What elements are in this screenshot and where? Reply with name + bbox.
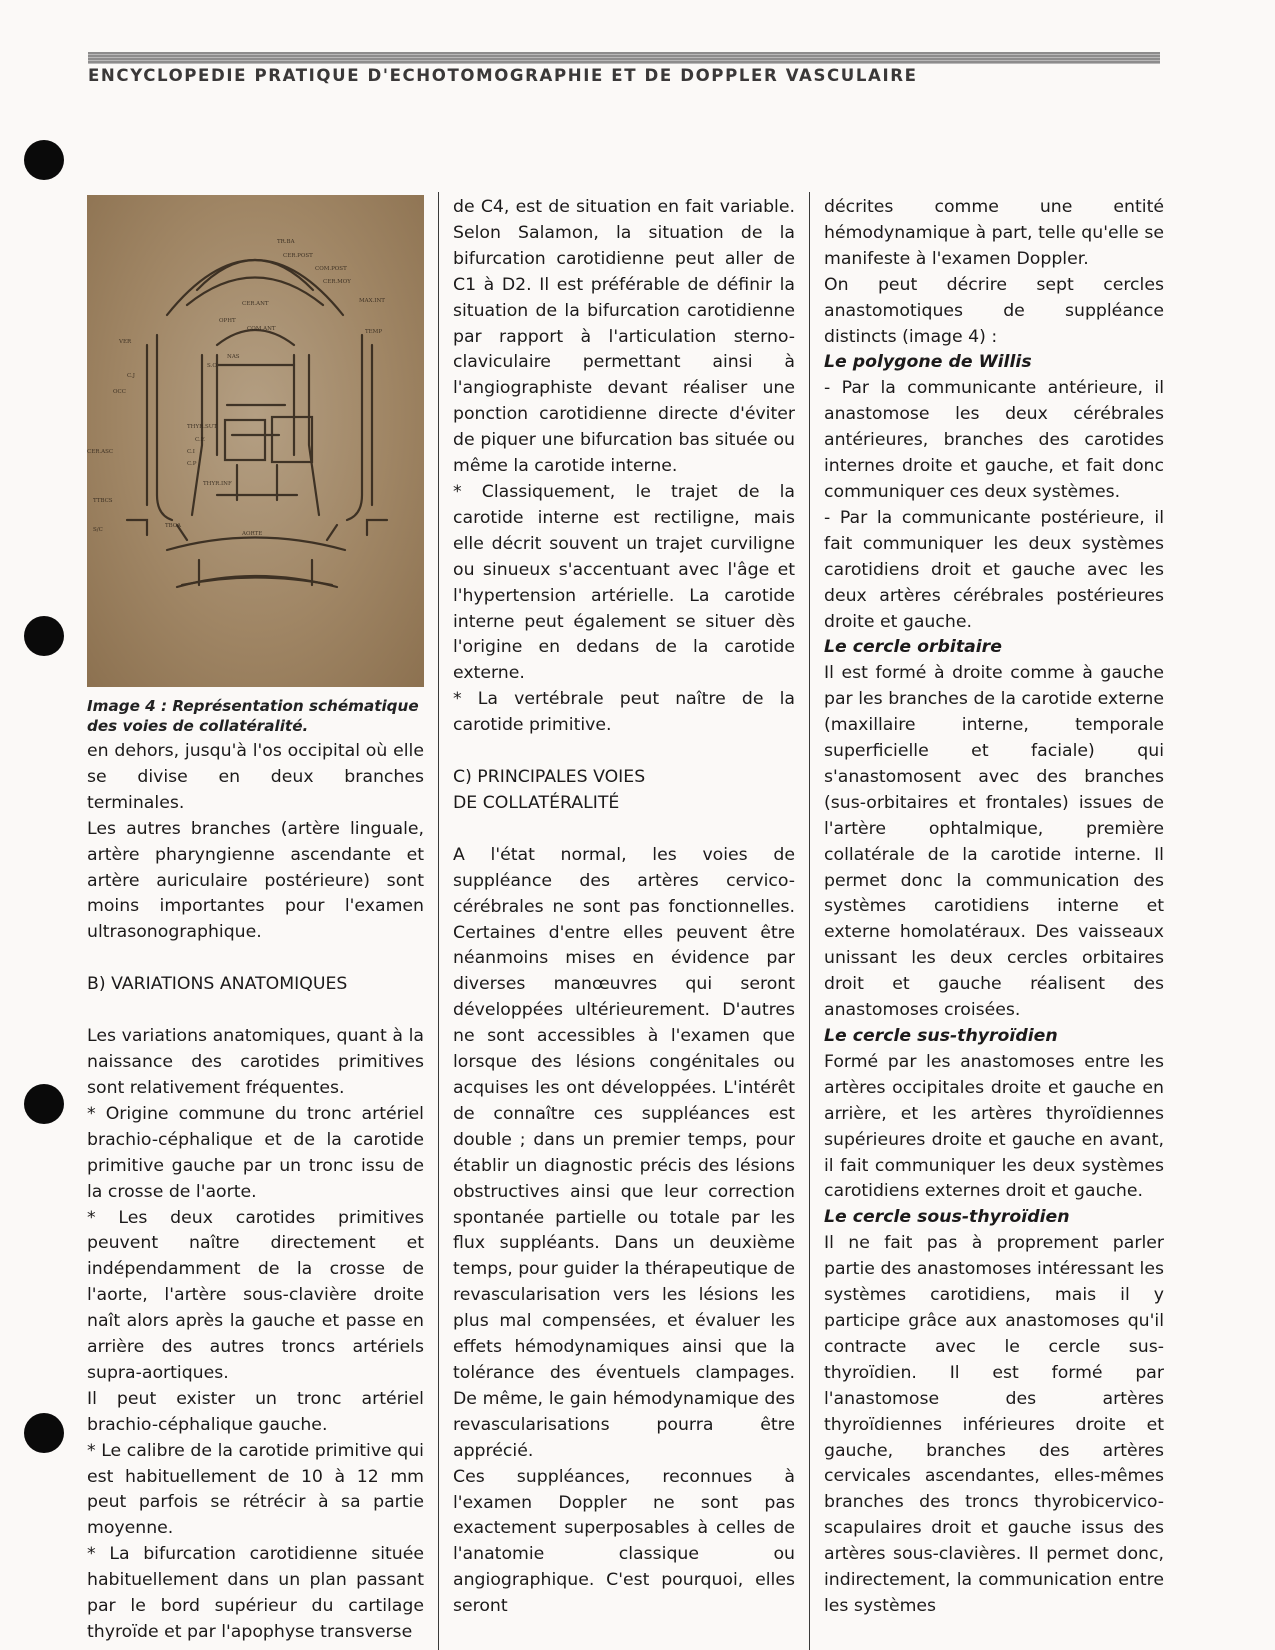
diagram-label-tbca: TBCA bbox=[165, 523, 181, 529]
column-divider-2 bbox=[809, 192, 810, 1650]
page-header-title: ENCYCLOPEDIE PRATIQUE D'ECHOTOMOGRAPHIE ET DE DOPPLER VASCULAIRE bbox=[88, 66, 918, 85]
diagram-label-aorte: AORTE bbox=[242, 531, 263, 537]
diagram-label-cj: C.J bbox=[127, 373, 135, 379]
paragraph: en dehors, jusqu'à l'os occipital où elle se divise en deux branches terminales. bbox=[87, 741, 424, 813]
paragraph: décrites comme une entité hémodynamique à part, telle qu'elle se manifeste à l'examen Doppler. bbox=[824, 197, 1164, 269]
diagram-label-thyr-sup: THYR.SUT bbox=[187, 424, 218, 430]
paragraph: Il peut exister un tronc artériel brachio-céphalique gauche. bbox=[87, 1388, 424, 1435]
collateral-diagram bbox=[87, 195, 424, 687]
column-divider-1 bbox=[438, 192, 439, 1650]
punch-hole-4 bbox=[24, 1413, 64, 1453]
subheading-sous-thyroidien: Le cercle sous-thyroïdien bbox=[824, 1207, 1070, 1228]
text-column-1 bbox=[87, 739, 424, 1646]
diagram-label-sc: S/C bbox=[93, 527, 103, 533]
text-column-2 bbox=[453, 195, 795, 1620]
paragraph: * Classiquement, le trajet de la carotide interne est rectiligne, mais elle décrit souvent un trajet curviligne ou sinueux s'accentuant avec l'âge et l'hypertension artérielle. La carotide interne peut également se situer dès l'origine en dedans de la carotide externe. bbox=[453, 481, 795, 684]
punch-hole-3 bbox=[24, 1084, 64, 1124]
subheading-orbitaire: Le cercle orbitaire bbox=[824, 637, 1002, 658]
diagram-label-cer-post: CER.POST bbox=[283, 253, 313, 259]
diagram-label-opht: OPHT bbox=[219, 318, 236, 324]
diagram-label-cer-ant: CER.ANT bbox=[242, 301, 269, 307]
diagram-label-cer-asc: CER.ASC bbox=[87, 449, 114, 455]
diagram-label-ver: VER bbox=[119, 339, 132, 345]
paragraph: * Le calibre de la carotide primitive qui est habituellement de 10 à 12 mm peut parfois se rétrécir à sa partie moyenne. bbox=[87, 1440, 424, 1539]
punch-hole-2 bbox=[24, 616, 64, 656]
paragraph: A l'état normal, les voies de suppléance des artères cervico-cérébrales ne sont pas fonctionnelles. Certaines d'entre elles peuvent être néanmoins mises en évidence par diverses manœuvres qui seront développées ultérieurement. D'autres ne sont accessibles à l'examen que lorsque des lésions congénitales ou acquises les ont développées. L'intérêt de connaître ces suppléances est double ; dans un premier temps, pour établir un diagnostic précis des lésions obstructives ainsi que leur correction spontanée partielle ou totale par les flux suppléants. Dans un deuxième temps, pour guider la thérapeutique de revascularisation vers les lésions les plus mal compensées, et évaluer les effets hémodynamiques ainsi que la tolérance des éventuels clampages. De même, le gain hémodynamique des revascularisations pourra être apprécié. bbox=[453, 844, 795, 1461]
diagram-label-com-post: COM.POST bbox=[315, 266, 347, 272]
paragraph: Les autres branches (artère linguale, artère pharyngienne ascendante et artère auriculaire postérieure) sont moins importantes pour l'examen ultrasonographique. bbox=[87, 818, 424, 943]
diagram-label-tr-ba: TR.BA bbox=[277, 239, 295, 245]
paragraph: Il ne fait pas à proprement parler partie des anastomoses intéressant les systèmes carotidiens, mais il y participe grâce aux anastomoses qu'il contracte avec le cercle sus-thyroïdien. Il est formé par l'anastomose des artères thyroïdiennes inférieures droite et gauche, branches des artères cervicales ascendantes, elles-mêmes branches des troncs thyrobicervico-scapulaires droit et gauche issus des artères sous-clavières. Il permet donc, indirectement, la communication entre les systèmes bbox=[824, 1233, 1164, 1616]
paragraph: Les variations anatomiques, quant à la naissance des carotides primitives sont relativement fréquentes. bbox=[87, 1026, 424, 1098]
diagram-label-occ: OCC bbox=[113, 389, 126, 395]
figure-caption: Image 4 : Représentation schématique des voies de collatéralité. bbox=[87, 697, 419, 735]
collateral-diagram-photo bbox=[87, 195, 424, 687]
paragraph: Il est formé à droite comme à gauche par les branches de la carotide externe (maxillaire interne, temporale superficielle et faciale) qui s'anastomosent avec des branches (sus-orbitaires et frontales) issues de l'artère ophtalmique, première collatérale de la carotide interne. Il permet donc la communication des systèmes carotidiens interne et externe homolatéraux. Des vaisseaux unissant les deux cercles orbitaires droit et gauche réalisent des anastomoses croisées. bbox=[824, 663, 1164, 1021]
section-heading-b: B) VARIATIONS ANATOMIQUES bbox=[87, 974, 348, 995]
subheading-willis: Le polygone de Willis bbox=[824, 352, 1032, 373]
paragraph: * La vertébrale peut naître de la carotide primitive. bbox=[453, 689, 795, 736]
diagram-label-so: S.O bbox=[207, 363, 217, 369]
text-column-3 bbox=[824, 195, 1164, 1620]
diagram-label-thyr-inf: THYR.INF bbox=[203, 481, 232, 487]
diagram-label-com-ant: COM.ANT bbox=[247, 326, 276, 332]
section-heading-c-line2: DE COLLATÉRALITÉ bbox=[453, 792, 620, 813]
diagram-label-ttbcs: TTBCS bbox=[93, 498, 113, 504]
paragraph: On peut décrire sept cercles anastomotiques de suppléance distincts (image 4) : bbox=[824, 274, 1164, 347]
diagram-label-ci: C.I bbox=[187, 449, 195, 455]
diagram-label-cp: C.P bbox=[187, 461, 197, 467]
paragraph: de C4, est de situation en fait variable. Selon Salamon, la situation de la bifurcation carotidienne peut aller de C1 à D2. Il est préférable de définir la situation de la bifurcation carotidienne par rapport à l'articulation sterno-claviculaire permettant ainsi à l'angiographiste devant réaliser une ponction carotidienne directe d'éviter de piquer une bifurcation bas située ou même la carotide interne. bbox=[453, 197, 795, 477]
paragraph: * Les deux carotides primitives peuvent naître directement et indépendamment de la crosse de l'aorte, l'artère sous-clavière droite naît alors après la gauche et passe en arrière des autres troncs artériels supra-aortiques. bbox=[87, 1207, 424, 1383]
paragraph: * La bifurcation carotidienne située habituellement dans un plan passant par le bord supérieur du cartilage thyroïde et par l'apophyse transverse bbox=[87, 1544, 424, 1642]
diagram-label-max-int: MAX.INT bbox=[359, 298, 385, 304]
paragraph: * Origine commune du tronc artériel brachio-céphalique et de la carotide primitive gauche par un tronc issu de la crosse de l'aorte. bbox=[87, 1103, 424, 1202]
paragraph: - Par la communicante antérieure, il anastomose les deux cérébrales antérieures, branches des carotides internes droite et gauche, et fait donc communiquer ces deux systèmes. bbox=[824, 378, 1164, 502]
punch-hole-1 bbox=[24, 140, 64, 180]
paragraph: Ces suppléances, reconnues à l'examen Doppler ne sont pas exactement superposables à celles de l'anatomie classique ou angiographique. C'est pourquoi, elles seront bbox=[453, 1466, 795, 1617]
paragraph: Formé par les anastomoses entre les artères occipitales droite et gauche en arrière, et les artères thyroïdiennes supérieures droite et gauche en avant, il fait communiquer les deux systèmes carotidiens externes droit et gauche. bbox=[824, 1051, 1164, 1202]
diagram-label-cer-moy: CER.MOY bbox=[323, 279, 351, 285]
subheading-sus-thyroidien: Le cercle sus-thyroïdien bbox=[824, 1026, 1058, 1046]
diagram-label-nas: NAS bbox=[227, 354, 240, 360]
header-bar bbox=[88, 52, 1160, 64]
diagram-label-ce: C.E bbox=[195, 437, 205, 443]
diagram-label-temp: TEMP bbox=[365, 329, 383, 335]
paragraph: - Par la communicante postérieure, il fait communiquer les deux systèmes carotidiens droit et gauche avec les deux artères cérébrales postérieures droite et gauche. bbox=[824, 507, 1164, 632]
section-heading-c-line1: C) PRINCIPALES VOIES bbox=[453, 767, 646, 788]
